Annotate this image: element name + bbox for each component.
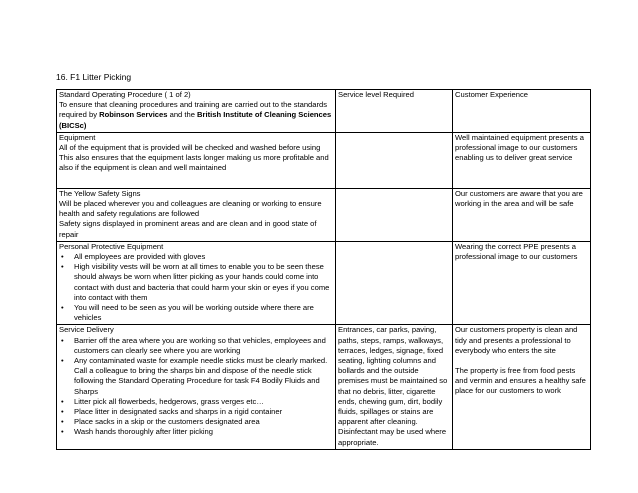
list-item (59, 262, 333, 303)
list-item-text: Place litter in designated sacks and sharps in a rigid container (74, 407, 283, 417)
ppe-title: Personal Protective Equipment (59, 241, 164, 251)
bullet: • (61, 262, 64, 272)
list-item-text: Litter pick all flowerbeds, hedgerows, grass verges etc… (74, 396, 264, 406)
list-item (59, 252, 333, 262)
ppe-experience-cell: Wearing the correct PPE presents a professional image to our customers (453, 241, 591, 325)
experience-text: The property is free from food pests and vermin and ensures a healthy safe place for our customers to work (455, 366, 586, 396)
equipment-title: Equipment (59, 132, 96, 142)
delivery-service-cell: Entrances, car parks, paving, paths, steps, ramps, walkways, terraces, ledges, signage, fixed seating, lighting columns and bollards and the outside premises must be maintained so that no debris, litter, cigarette ends, chewing gum, dirt, bodily fluids, spillages or stains are apparent after cleaning. Disinfectant may be used where appropriate. (336, 325, 453, 449)
list-item-text: Wash hands thoroughly after litter picking (74, 427, 214, 437)
equipment-text: This also ensures that the equipment lasts longer making us more profitable and also if the equipment is clean and well maintained (59, 153, 329, 173)
delivery-title: Service Delivery (59, 325, 114, 335)
table-row (57, 241, 591, 325)
section-heading: 16. F1 Litter Picking (56, 72, 132, 82)
bullet: • (61, 427, 64, 437)
signs-text: Safety signs displayed in prominent areas and are clean and in good state of repair (59, 219, 317, 239)
procedure-title: Standard Operating Procedure ( 1 of 2) (59, 90, 191, 99)
purpose-and: and the (167, 110, 198, 120)
paragraph-gap (455, 356, 588, 366)
bullet: • (61, 396, 64, 406)
service-level-header: Service level Required (336, 90, 453, 133)
bullet: • (61, 407, 64, 417)
table-row (57, 188, 591, 241)
list-item (59, 303, 333, 323)
institute-name: British Institute of Cleaning Sciences (BICSc) (59, 110, 332, 130)
list-item-text: Any contaminated waste for example needle sticks must be clearly marked. Call a colleague to bring the sharps bin and dispose of the needle stick following the Standard Operating Procedure for task F4 Bodily Fluids and Sharps (74, 356, 328, 396)
list-item-text: Barrier off the area where you are working so that vehicles, employees and customers can clearly see where you are working (74, 335, 326, 355)
table-row (57, 90, 591, 133)
list-item (59, 356, 333, 397)
ppe-cell (57, 241, 336, 325)
list-item (59, 407, 333, 417)
delivery-list (59, 336, 333, 438)
bullet: • (61, 252, 64, 262)
table-row (57, 325, 591, 449)
list-item (59, 336, 333, 356)
list-item-text: High visibility vests will be worn at all times to enable you to be seen these should always be worn when litter picking as your hands could come into contact with dust and bacteria that could harm your skin or eyes if you come into contact with them (74, 262, 330, 302)
list-item (59, 417, 333, 427)
purpose-text: To ensure that cleaning procedures and training are carried out to the standards required by (59, 100, 328, 120)
equipment-cell (57, 132, 336, 188)
ppe-list (59, 252, 333, 323)
bullet: • (61, 356, 64, 366)
bullet: • (61, 417, 64, 427)
procedure-header-cell (57, 90, 336, 133)
signs-service-cell (336, 188, 453, 241)
list-item-text: You will need to be seen as you will be working outside where there are vehicles (74, 303, 314, 323)
bullet: • (61, 303, 64, 313)
signs-text: Will be placed wherever you and colleagues are cleaning or working to ensure health and safety regulations are followed (59, 199, 322, 219)
equipment-text: All of the equipment that is provided will be checked and washed before using (59, 143, 321, 153)
experience-text: Our customers property is clean and tidy and presents a professional to everybody who enters the site (455, 325, 578, 355)
delivery-cell (57, 325, 336, 449)
equipment-service-cell (336, 132, 453, 188)
signs-experience-cell: Our customers are aware that you are working in the area and will be safe (453, 188, 591, 241)
list-item-text: Place sacks in a skip or the customers designated area (74, 417, 260, 427)
equipment-experience-cell: Well maintained equipment presents a professional image to our customers enabling us to deliver great service (453, 132, 591, 188)
procedure-purpose (59, 100, 333, 131)
list-item-text: All employees are provided with gloves (74, 252, 206, 262)
sop-table (56, 89, 591, 450)
list-item (59, 427, 333, 437)
table-row (57, 132, 591, 188)
customer-experience-header: Customer Experience (453, 90, 591, 133)
bullet: • (61, 335, 64, 345)
ppe-service-cell (336, 241, 453, 325)
company-name: Robinson Services (99, 110, 168, 120)
signs-title: The Yellow Safety Signs (59, 188, 141, 198)
list-item (59, 397, 333, 407)
delivery-experience-cell (453, 325, 591, 449)
signs-cell (57, 188, 336, 241)
